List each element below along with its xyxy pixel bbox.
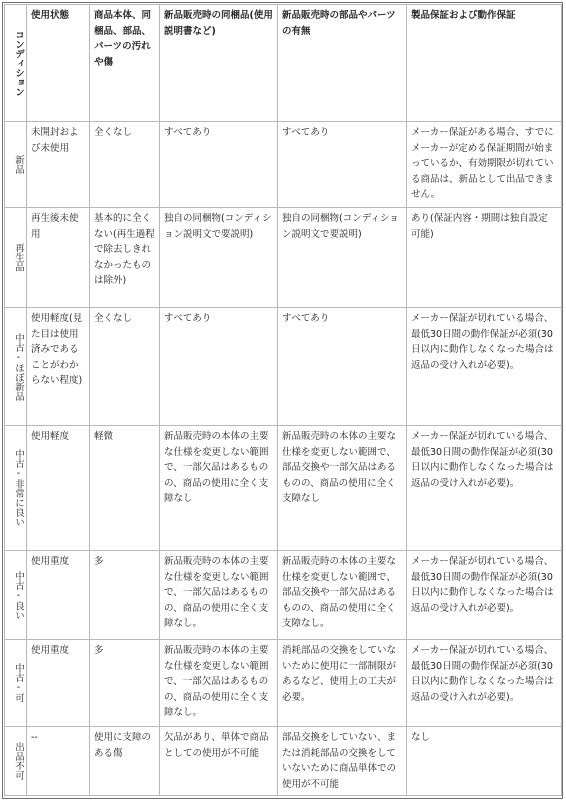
cell-parts: 新品販売時の本体の主要な仕様を変更しない範囲で、部品交換や一部欠品はあるものの、商品の使用に全く支障なし <box>278 426 407 551</box>
condition-guideline-table <box>4 4 562 796</box>
header-row <box>5 5 562 122</box>
cell-parts: 消耗部品の交換をしていないために使用に一部制限があるなど、使用上の工夫が必要。 <box>278 640 407 727</box>
cell-usage: 再生後未使用 <box>27 208 90 308</box>
cell-usage: 使用重度 <box>27 640 90 727</box>
cell-bundled: すべてあり <box>160 308 278 426</box>
table-row <box>5 208 562 308</box>
cell-parts: すべてあり <box>278 308 407 426</box>
cell-usage: 使用軽度(見た目は使用済みであることがわからない程度) <box>27 308 90 426</box>
cell-dirt: 全くなし <box>90 308 160 426</box>
cell-condition: 中古-良い <box>5 551 27 640</box>
cell-dirt: 使用に支障のある傷 <box>90 727 160 796</box>
header-warranty: 製品保証および動作保証 <box>407 5 562 122</box>
cell-parts: 独自の同梱物(コンディション説明文で要説明) <box>278 208 407 308</box>
cell-bundled: 新品販売時の本体の主要な仕様を変更しない範囲で、一部欠品はあるものの、商品の使用に全く支障なし。 <box>160 551 278 640</box>
table-row <box>5 122 562 208</box>
cell-condition: 中古-非常に良い <box>5 426 27 551</box>
cell-dirt: 多 <box>90 640 160 727</box>
header-condition: コンディション <box>5 5 27 122</box>
cell-condition: 中古-ほぼ新品 <box>5 308 27 426</box>
cell-bundled: 新品販売時の本体の主要な仕様を変更しない範囲で、一部欠品はあるものの、商品の使用に全く支障なし。 <box>160 640 278 727</box>
cell-parts: 新品販売時の本体の主要な仕様を変更しない範囲で、部品交換や一部欠品はあるものの、商品の使用に全く支障なし。 <box>278 551 407 640</box>
cell-dirt: 基本的に全くない(再生過程で除去しきれなかったものは除外) <box>90 208 160 308</box>
table-row <box>5 551 562 640</box>
cell-parts: すべてあり <box>278 122 407 208</box>
cell-dirt: 全くなし <box>90 122 160 208</box>
cell-usage: -- <box>27 727 90 796</box>
cell-warranty: あり(保証内容・期間は独自設定可能) <box>407 208 562 308</box>
header-dirt: 商品本体、同梱品、部品、パーツの汚れや傷 <box>90 5 160 122</box>
cell-usage: 使用軽度 <box>27 426 90 551</box>
header-usage: 使用状態 <box>27 5 90 122</box>
cell-bundled: 独自の同梱物(コンディション説明文で要説明) <box>160 208 278 308</box>
table-row <box>5 640 562 727</box>
cell-warranty: メーカー保証が切れている場合、最低30日間の動作保証が必須(30日以内に動作しなくなった場合は返品の受け入れが必要)。 <box>407 308 562 426</box>
table-row <box>5 308 562 426</box>
cell-usage: 使用重度 <box>27 551 90 640</box>
cell-condition: 再生品 <box>5 208 27 308</box>
table-row <box>5 727 562 796</box>
cell-warranty: メーカー保証がある場合、すでにメーカーが定める保証期間が始まっているか、有効期限が切れている商品は、新品として出品できません。 <box>407 122 562 208</box>
cell-warranty: メーカー保証が切れている場合、最低30日間の動作保証が必須(30日以内に動作しなくなった場合は返品の受け入れが必要)。 <box>407 640 562 727</box>
cell-bundled: すべてあり <box>160 122 278 208</box>
cell-dirt: 軽微 <box>90 426 160 551</box>
cell-warranty: メーカー保証が切れている場合、最低30日間の動作保証が必須(30日以内に動作しなくなった場合は返品の受け入れが必要)。 <box>407 426 562 551</box>
cell-condition: 新品 <box>5 122 27 208</box>
cell-usage: 未開封および未使用 <box>27 122 90 208</box>
cell-condition: 出品不可 <box>5 727 27 796</box>
cell-condition: 中古-可 <box>5 640 27 727</box>
header-parts: 新品販売時の部品やパーツの有無 <box>278 5 407 122</box>
cell-warranty: なし <box>407 727 562 796</box>
cell-warranty: メーカー保証が切れている場合、最低30日間の動作保証が必須(30日以内に動作しなくなった場合は返品の受け入れが必要)。 <box>407 551 562 640</box>
table-row <box>5 426 562 551</box>
cell-bundled: 欠品があり、単体で商品としての使用が不可能 <box>160 727 278 796</box>
cell-bundled: 新品販売時の本体の主要な仕様を変更しない範囲で、一部欠品はあるものの、商品の使用に全く支障なし <box>160 426 278 551</box>
cell-parts: 部品交換をしていない、または消耗部品の交換をしていないために商品単体での使用が不可能 <box>278 727 407 796</box>
cell-dirt: 多 <box>90 551 160 640</box>
header-bundled: 新品販売時の同梱品(使用説明書など) <box>160 5 278 122</box>
